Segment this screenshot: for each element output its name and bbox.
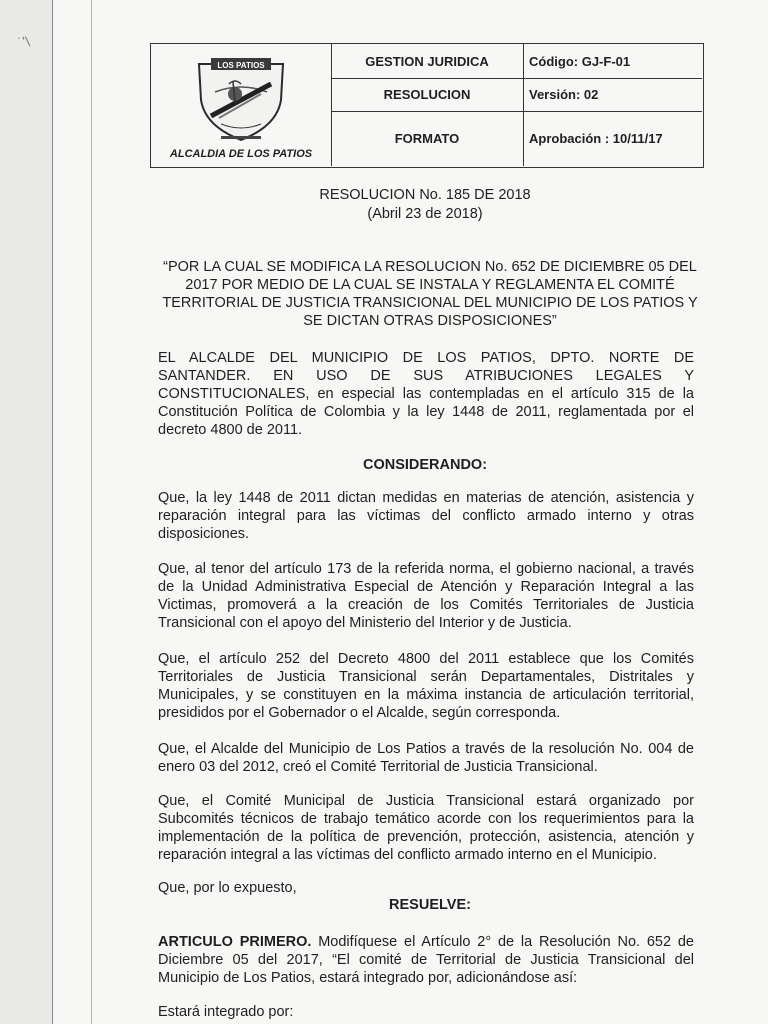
- header-row-3: [331, 111, 702, 166]
- department-cell: GESTION JURIDICA: [331, 44, 524, 78]
- format-cell: FORMATO: [331, 111, 524, 166]
- considering-heading: CONSIDERANDO:: [362, 457, 488, 473]
- article-first-text: Modifíquese el Artículo 2° de la Resolución No. 652 de Diciembre 05 del 2017, “El comité de Territorial de Justicia Transicional del Municipio de Los Patios, estará integrado por, adicionándose así:: [158, 934, 694, 986]
- article-first: [158, 933, 694, 987]
- preamble: EL ALCALDE DEL MUNICIPIO DE LOS PATIOS, DPTO. NORTE DE SANTANDER. EN USO DE SUS ATRIBUCIONES LEGALES Y CONSTITUCIONALES, en especial las contempladas en el artículo 315 de la Constitución Política de Colombia y la ley 1448 de 2011, reglamentada por el decreto 4800 de 2011.: [158, 350, 694, 438]
- header-row-2: [331, 78, 702, 112]
- resolution-subject: “POR LA CUAL SE MODIFICA LA RESOLUCION No. 652 DE DICIEMBRE 05 DEL 2017 POR MEDIO DE LA CUAL SE INSTALA Y REGLAMENTA EL COMITÉ TERRITORIAL DE JUSTICIA TRANSICIONAL DEL MUNICIPIO DE LOS PATIOS Y SE DICTAN OTRAS DISPOSICIONES”: [162, 259, 698, 329]
- logo-cell: [151, 44, 332, 166]
- paragraph-3: Que, el artículo 252 del Decreto 4800 del 2011 establece que los Comités Territoriales de Justicia Transicional serán Departamentales, Distritales y Municipales, y se constituyen en la máxima instancia de articulación territorial, presididos por el Gobernador o el Alcalde, según corresponda.: [158, 651, 694, 721]
- paragraph-1: Que, la ley 1448 de 2011 dictan medidas en materias de atención, asistencia y reparación integral para las víctimas del conflicto armado interno y otras disposiciones.: [158, 490, 694, 542]
- margin-line: [91, 0, 92, 1024]
- paragraph-4: Que, el Alcalde del Municipio de Los Patios a través de la resolución No. 004 de enero 03 del 2012, creó el Comité Territorial de Justicia Transicional.: [158, 741, 694, 775]
- paragraph-2: Que, al tenor del artículo 173 de la referida norma, el gobierno nacional, a través de la Unidad Administrativa Especial de Atención y Reparación Integral a las Victimas, promoverá a la creación de los Comités Territoriales de Justicia Transicional con el apoyo del Ministerio del Interior y de Justicia.: [158, 561, 694, 631]
- approval-cell: Aprobación : 10/11/17: [529, 131, 663, 146]
- resolution-number: RESOLUCION No. 185 DE 2018: [319, 187, 531, 203]
- header-row-1: [331, 44, 702, 79]
- logo-caption: ALCALDIA DE LOS PATIOS: [169, 148, 313, 160]
- logo-banner-text: LOS PATIOS: [217, 61, 265, 70]
- scan-mark: ˙ʼ\: [16, 33, 31, 51]
- resolution-date: (Abril 23 de 2018): [367, 206, 483, 222]
- header-table: [150, 43, 704, 168]
- paragraph-5: Que, el Comité Municipal de Justicia Transicional estará organizado por Subcomités técnicos de trabajo temático acorde con los requerimientos para la implementación de la política de prevención, protección, asistencia, atención y reparación integral a las víctimas del conflicto armado interno en el Municipio.: [158, 793, 694, 863]
- logo-banner: [151, 56, 331, 76]
- doc-type-cell: RESOLUCION: [331, 78, 524, 111]
- closing-line: Estará integrado por:: [158, 1004, 294, 1020]
- code-cell: Código: GJ-F-01: [529, 53, 631, 69]
- article-first-label: ARTICULO PRIMERO.: [158, 934, 312, 950]
- version-cell: Versión: 02: [529, 87, 599, 102]
- resolves-heading: RESUELVE:: [389, 897, 471, 913]
- paragraph-6: Que, por lo expuesto,: [158, 880, 297, 896]
